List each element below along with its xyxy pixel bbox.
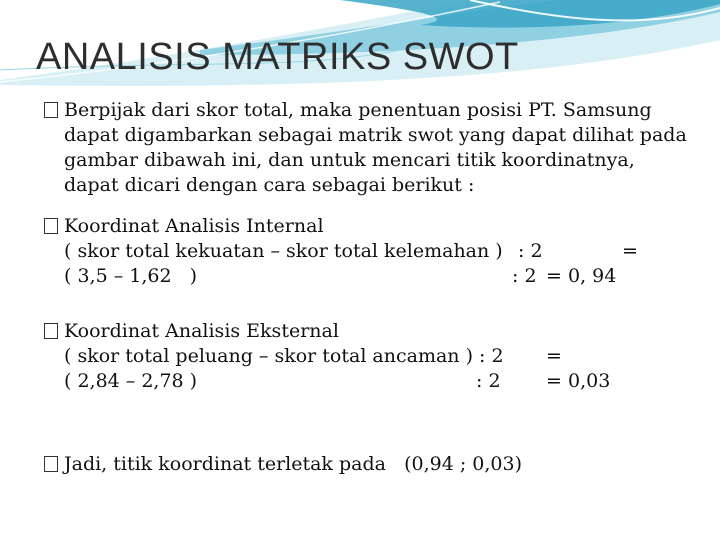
internal-result: 0, 94 (568, 265, 617, 287)
paragraph-intro (46, 98, 687, 198)
external-equals: = (546, 345, 562, 367)
external-values: ( 2,84 – 2,78 ) (64, 370, 198, 392)
intro-line: dapat dicari dengan cara sebagai berikut : (64, 174, 475, 196)
bullet-box-icon (44, 323, 58, 339)
external-formula: ( skor total peluang – skor total ancaman ) : 2 (64, 345, 504, 367)
internal-heading: Koordinat Analisis Internal (64, 215, 324, 237)
intro-line: Berpijak dari skor total, maka penentuan posisi PT. Samsung (64, 99, 652, 121)
bullet-box-icon (44, 218, 58, 234)
internal-divisor-2: : 2 (512, 265, 537, 287)
internal-coordinate-section (46, 214, 666, 289)
conclusion-text: Jadi, titik koordinat terletak pada (0,94 ; 0,03) (64, 453, 523, 475)
external-result: 0,03 (568, 370, 611, 392)
intro-line: gambar dibawah ini, dan untuk mencari titik koordinatnya, (64, 149, 635, 171)
external-coordinate-section (46, 319, 666, 394)
page-title: ANALISIS MATRIKS SWOT (36, 36, 519, 78)
bullet-box-icon (44, 456, 58, 472)
external-equals-2: = (546, 370, 562, 392)
internal-equals-2: = (546, 265, 562, 287)
internal-divisor: : 2 (518, 240, 543, 262)
bullet-box-icon (44, 102, 58, 118)
intro-line: dapat digambarkan sebagai matrik swot yang dapat dilihat pada (64, 124, 687, 146)
external-divisor: : 2 (476, 370, 501, 392)
conclusion-section (46, 452, 522, 477)
external-heading: Koordinat Analisis Eksternal (64, 320, 339, 342)
internal-equals: = (622, 240, 638, 262)
internal-formula: ( skor total kekuatan – skor total kelemahan ) (64, 240, 503, 262)
internal-values: ( 3,5 – 1,62 ) (64, 265, 198, 287)
